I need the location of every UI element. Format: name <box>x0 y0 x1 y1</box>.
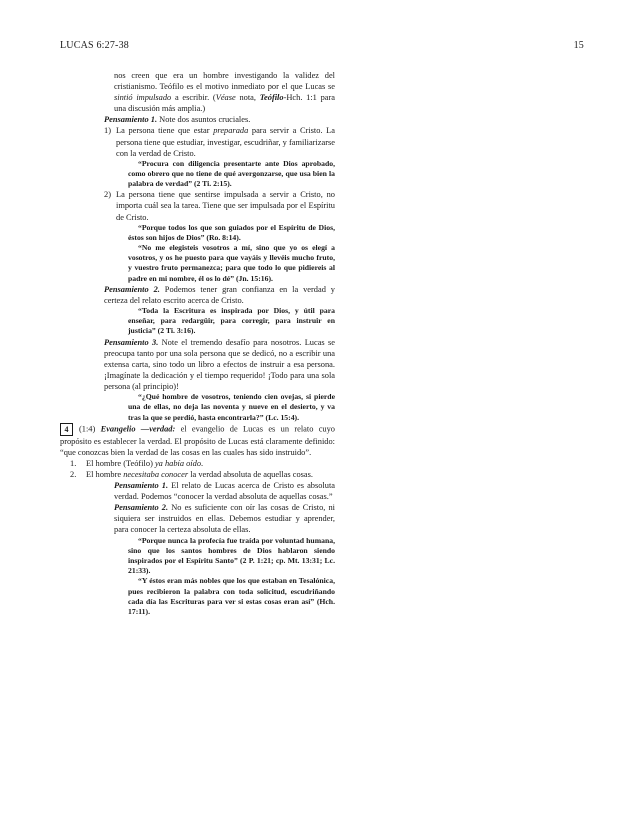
list-item: 1) La persona tiene que estar preparada para servir a Cristo. La persona tiene que estudiar, investigar, escudriñar, y familiarizarse con la verdad de Cristo. <box>104 126 335 158</box>
list-item: 2) La persona tiene que sentirse impulsada a servir a Cristo, no importa cuál sea la tarea. Tiene que ser impulsada por el Espíritu de Cristo. <box>104 190 335 222</box>
thought-1: Pensamiento 1. Note dos asuntos cruciales. <box>104 115 251 125</box>
scripture-quote: “Procura con diligencia presentarte ante Dios aprobado, como obrero que no tiene de qué avergonzarse, que usa bien la palabra de verdad” (2 Ti. 2:15). <box>128 158 335 189</box>
thought-3: Pensamiento 3. Note el tremendo desafío para nosotros. Lucas se preocupa tanto por una sola persona que se dedicó, no a escribir una extensa carta, sino todo un libro a efectos de instruir a esa persona. ¡Imagínate la dedicación y el tiempo requerido! ¡Todo para una sola persona (al principio)! <box>104 337 336 392</box>
scripture-quote: “No me elegisteis vosotros a mí, sino que yo os elegí a vosotros, y os he puesto para que vayáis y llevéis mucho fruto, y vuestro fruto permanezca; para que todo lo que pidiereis al padre en mi nombre, él os lo dé” (Jn. 15:16). <box>128 243 335 283</box>
scripture-quote: “¿Qué hombre de vosotros, teniendo cien ovejas, si pierde una de ellas, no deja las noventa y nueve en el desierto, y va tras la que se perdió, hasta encontrarla?” (Lc. 15:4). <box>128 392 335 422</box>
section-4-thought-1: Pensamiento 1. El relato de Lucas acerca de Cristo es absoluta verdad. Podemos “conocer la verdad absoluta de aquellas cosas.” <box>114 481 335 502</box>
scripture-quote: “Toda la Escritura es inspirada por Dios, y útil para enseñar, para redargüir, para corregir, para instruir en justicia” (2 Ti. 3:16). <box>128 306 335 336</box>
text-column <box>60 70 335 617</box>
scripture-quote: “Porque nunca la profecía fue traída por voluntad humana, sino que los santos hombres de Dios hablaron siendo inspirados por el Espíritu Santo” (2 P. 1:21; cp. Mt. 13:31; Lc. 21:33). <box>128 535 335 576</box>
list-item: 1. El hombre (Teófilo) ya había oído. <box>70 458 204 468</box>
scripture-quote: “Y éstos eran más nobles que los que estaban en Tesalónica, pues recibieron la palabra con toda solicitud, escudriñando cada día las Escrituras para ver si estas cosas eran así” (Hch. 17:11). <box>128 576 335 616</box>
list-item: 2. El hombre necesitaba conocer la verdad absoluta de aquellas cosas. <box>70 470 313 480</box>
running-header-reference: LUCAS 6:27-38 <box>60 40 129 51</box>
scripture-quote: “Porque todos los que son guiados por el Espíritu de Dios, éstos son hijos de Dios” (Ro. 8:14). <box>128 222 335 242</box>
intro-paragraph: nos creen que era un hombre investigando la validez del cristianismo. Teófilo es el motivo inmediato por el que Lucas se sintió impulsado a escribir. (Véase nota, Teófilo-Hch. 1:1 para una discusión más amplia.) <box>114 71 336 114</box>
section-number-badge: 4 <box>60 423 73 436</box>
section-4-paragraph: 4 (1:4) Evangelio —verdad: el evangelio de Lucas es un relato cuyo propósito es establecer la verdad. El propósito de Lucas está claramente definido: “que conozcas bien la verdad de las cosas en las cuales has sido instruido”. <box>60 424 335 457</box>
thought-2: Pensamiento 2. Podemos tener gran confianza en la verdad y certeza del relato escrito acerca de Cristo. <box>104 284 335 305</box>
section-4-thought-2: Pensamiento 2. No es suficiente con oír las cosas de Cristo, ni siquiera ser instruidos en ellas. Debemos estudiar y aprender, para conocer la certeza absoluta de ellas. <box>114 503 335 535</box>
page-number: 15 <box>573 40 584 51</box>
